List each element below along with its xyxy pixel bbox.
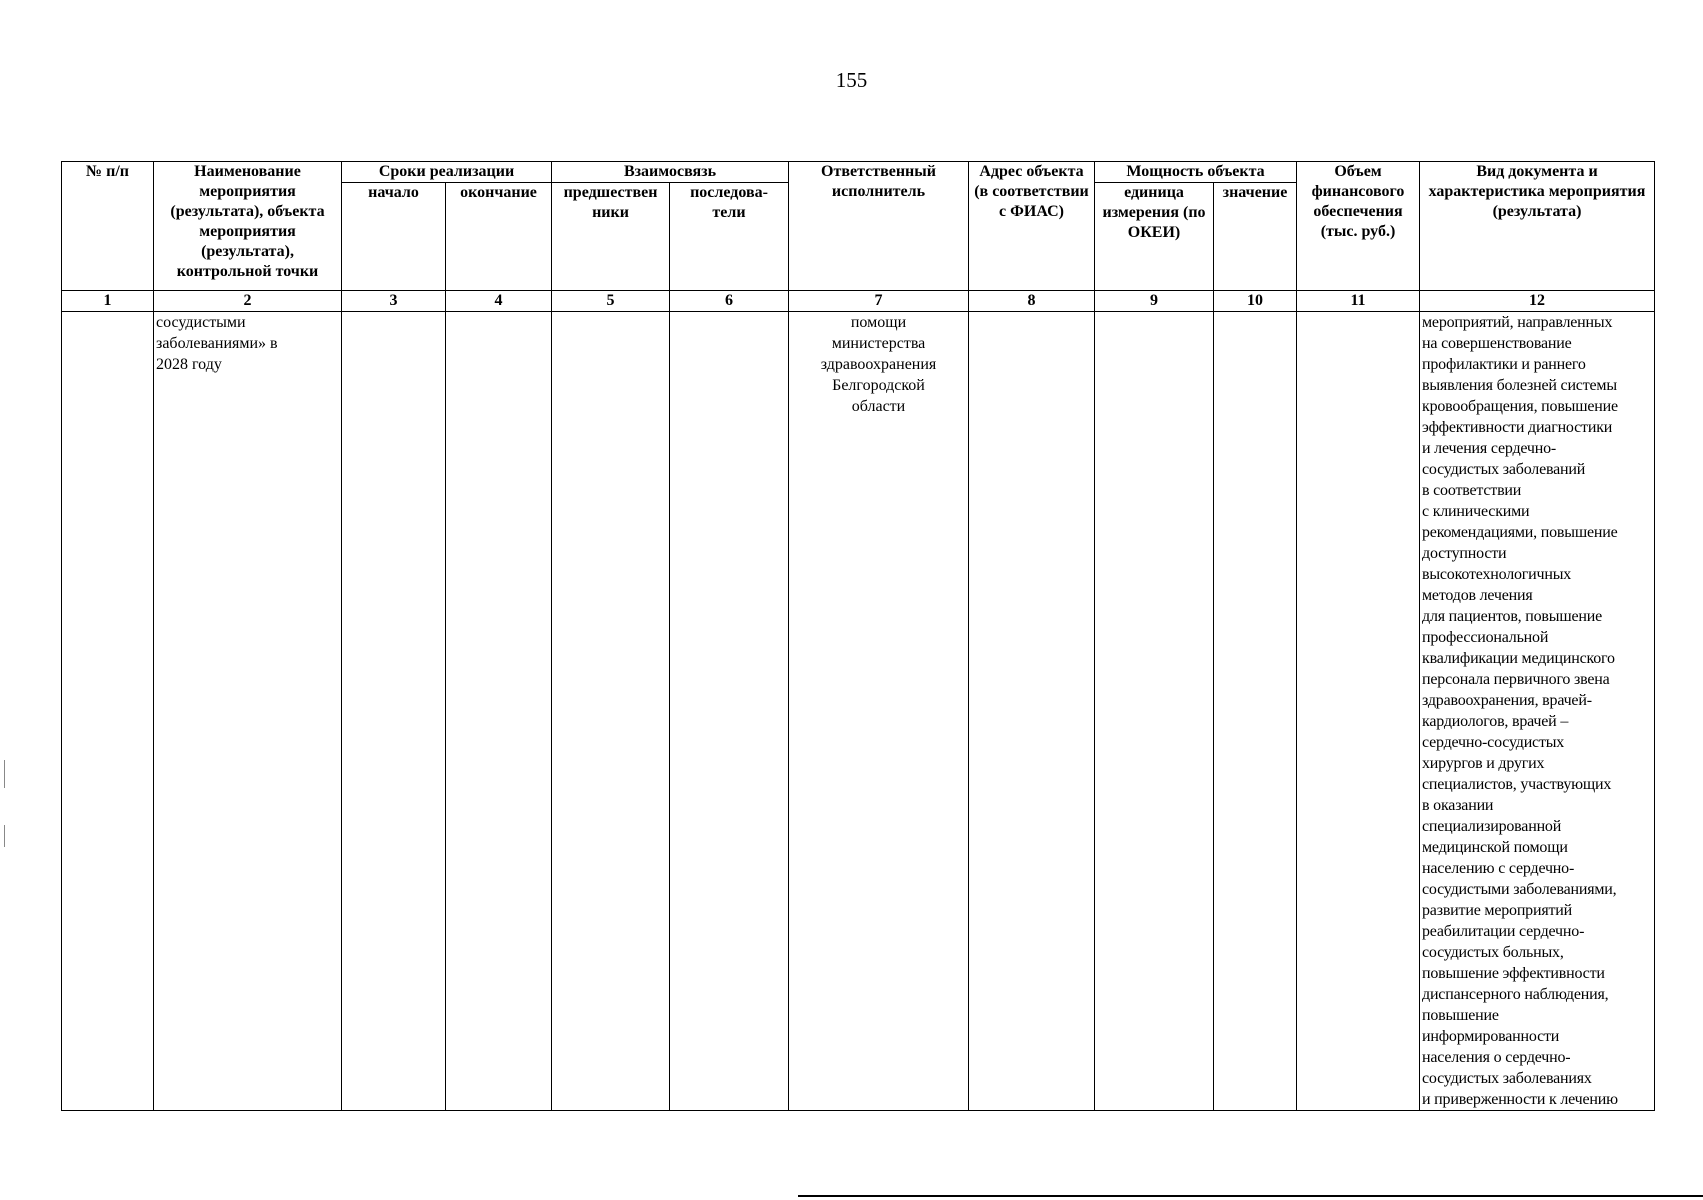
doc-line: методов лечения — [1422, 587, 1533, 604]
cell-address — [969, 312, 1095, 1111]
header-terms: Сроки реализации — [342, 162, 552, 183]
doc-line: населению с сердечно- — [1422, 860, 1575, 877]
cell-responsible — [789, 312, 969, 1111]
header-finance: Объем финансового обеспечения (тыс. руб.) — [1297, 162, 1420, 291]
column-number: 8 — [969, 291, 1095, 312]
doc-line: выявления болезней системы — [1422, 377, 1617, 394]
header-terms-end: окончание — [446, 183, 552, 291]
cell-end — [446, 312, 552, 1111]
scan-margin-mark — [4, 825, 5, 847]
responsible-line: помощи — [850, 314, 907, 331]
doc-line: для пациентов, повышение — [1422, 608, 1602, 625]
scan-margin-mark — [4, 760, 5, 788]
cell-next — [670, 312, 789, 1111]
header-capacity-value: значение — [1214, 183, 1297, 291]
doc-line: профилактики и раннего — [1422, 356, 1586, 373]
doc-line: кровообращения, повышение — [1422, 398, 1618, 415]
cell-name — [154, 312, 342, 1111]
doc-line: сосудистых заболеваний — [1422, 461, 1586, 478]
table-row — [62, 312, 1655, 1111]
bottom-rule — [798, 1195, 1703, 1197]
doc-line: хирургов и других — [1422, 755, 1545, 772]
doc-line: сосудистых больных, — [1422, 944, 1564, 961]
column-number: 3 — [342, 291, 446, 312]
cell-unit — [1095, 312, 1214, 1111]
column-number: 7 — [789, 291, 969, 312]
doc-line: и приверженности к лечению — [1422, 1091, 1618, 1108]
doc-line: и лечения сердечно- — [1422, 440, 1557, 457]
responsible-line: здравоохранения — [820, 356, 937, 373]
cell-pred — [552, 312, 670, 1111]
header-responsible: Ответственный исполнитель — [789, 162, 969, 291]
header-name: Наименование мероприятия (результата), объекта мероприятия (результата), контрольной точки — [154, 162, 342, 291]
responsible-line: области — [851, 398, 906, 415]
column-number: 10 — [1214, 291, 1297, 312]
doc-line: рекомендациями, повышение — [1422, 524, 1618, 541]
doc-line: информированности — [1422, 1028, 1560, 1045]
doc-line: сердечно-сосудистых — [1422, 734, 1565, 751]
column-number: 6 — [670, 291, 789, 312]
header-terms-start: начало — [342, 183, 446, 291]
column-number: 4 — [446, 291, 552, 312]
doc-line: персонала первичного звена — [1422, 671, 1610, 688]
column-number: 1 — [62, 291, 154, 312]
header-capacity: Мощность объекта — [1095, 162, 1297, 183]
doc-line: развитие мероприятий — [1422, 902, 1573, 919]
name-line: заболеваниями» в — [156, 335, 278, 352]
header-relation-pred: предшествен ники — [552, 183, 670, 291]
column-number: 5 — [552, 291, 670, 312]
doc-line: высокотехнологичных — [1422, 566, 1572, 583]
doc-line: в оказании — [1422, 797, 1494, 814]
doc-line: кардиологов, врачей – — [1422, 713, 1569, 730]
doc-line: здравоохранения, врачей- — [1422, 692, 1592, 709]
doc-line: повышение — [1422, 1007, 1499, 1024]
activity-plan-table — [61, 161, 1655, 1111]
cell-num — [62, 312, 154, 1111]
doc-line: с клиническими — [1422, 503, 1530, 520]
doc-line: в соответствии — [1422, 482, 1522, 499]
doc-line: мероприятий, направленных — [1422, 314, 1613, 331]
header-doc-type: Вид документа и характеристика мероприятия (результата) — [1420, 162, 1655, 291]
doc-line: повышение эффективности — [1422, 965, 1605, 982]
cell-value — [1214, 312, 1297, 1111]
doc-line: доступности — [1422, 545, 1507, 562]
column-number-row — [62, 291, 1655, 312]
column-number: 2 — [154, 291, 342, 312]
column-number: 11 — [1297, 291, 1420, 312]
page-number: 155 — [835, 68, 868, 92]
cell-finance — [1297, 312, 1420, 1111]
doc-line: профессиональной — [1422, 629, 1549, 646]
doc-line: специалистов, участвующих — [1422, 776, 1612, 793]
responsible-line: Белгородской — [832, 377, 925, 394]
column-number: 12 — [1420, 291, 1655, 312]
header-num: № п/п — [62, 162, 154, 291]
doc-line: на совершенствование — [1422, 335, 1572, 352]
doc-line: сосудистых заболеваниях — [1422, 1070, 1592, 1087]
doc-line: населения о сердечно- — [1422, 1049, 1571, 1066]
doc-line: квалификации медицинского — [1422, 650, 1615, 667]
doc-line: реабилитации сердечно- — [1422, 923, 1585, 940]
doc-line: специализированной — [1422, 818, 1562, 835]
header-address: Адрес объекта (в соответствии с ФИАС) — [969, 162, 1095, 291]
column-number: 9 — [1095, 291, 1214, 312]
doc-line: сосудистыми заболеваниями, — [1422, 881, 1617, 898]
responsible-line: министерства — [831, 335, 926, 352]
doc-line: диспансерного наблюдения, — [1422, 986, 1609, 1003]
name-line: 2028 году — [156, 356, 222, 373]
header-relation-next: последова- тели — [670, 183, 789, 291]
header-relation: Взаимосвязь — [552, 162, 789, 183]
cell-doc-type — [1420, 312, 1655, 1111]
doc-line: медицинской помощи — [1422, 839, 1568, 856]
cell-start — [342, 312, 446, 1111]
doc-line: эффективности диагностики — [1422, 419, 1613, 436]
name-line: сосудистыми — [156, 314, 246, 331]
header-capacity-unit: единица измерения (по ОКЕИ) — [1095, 183, 1214, 291]
